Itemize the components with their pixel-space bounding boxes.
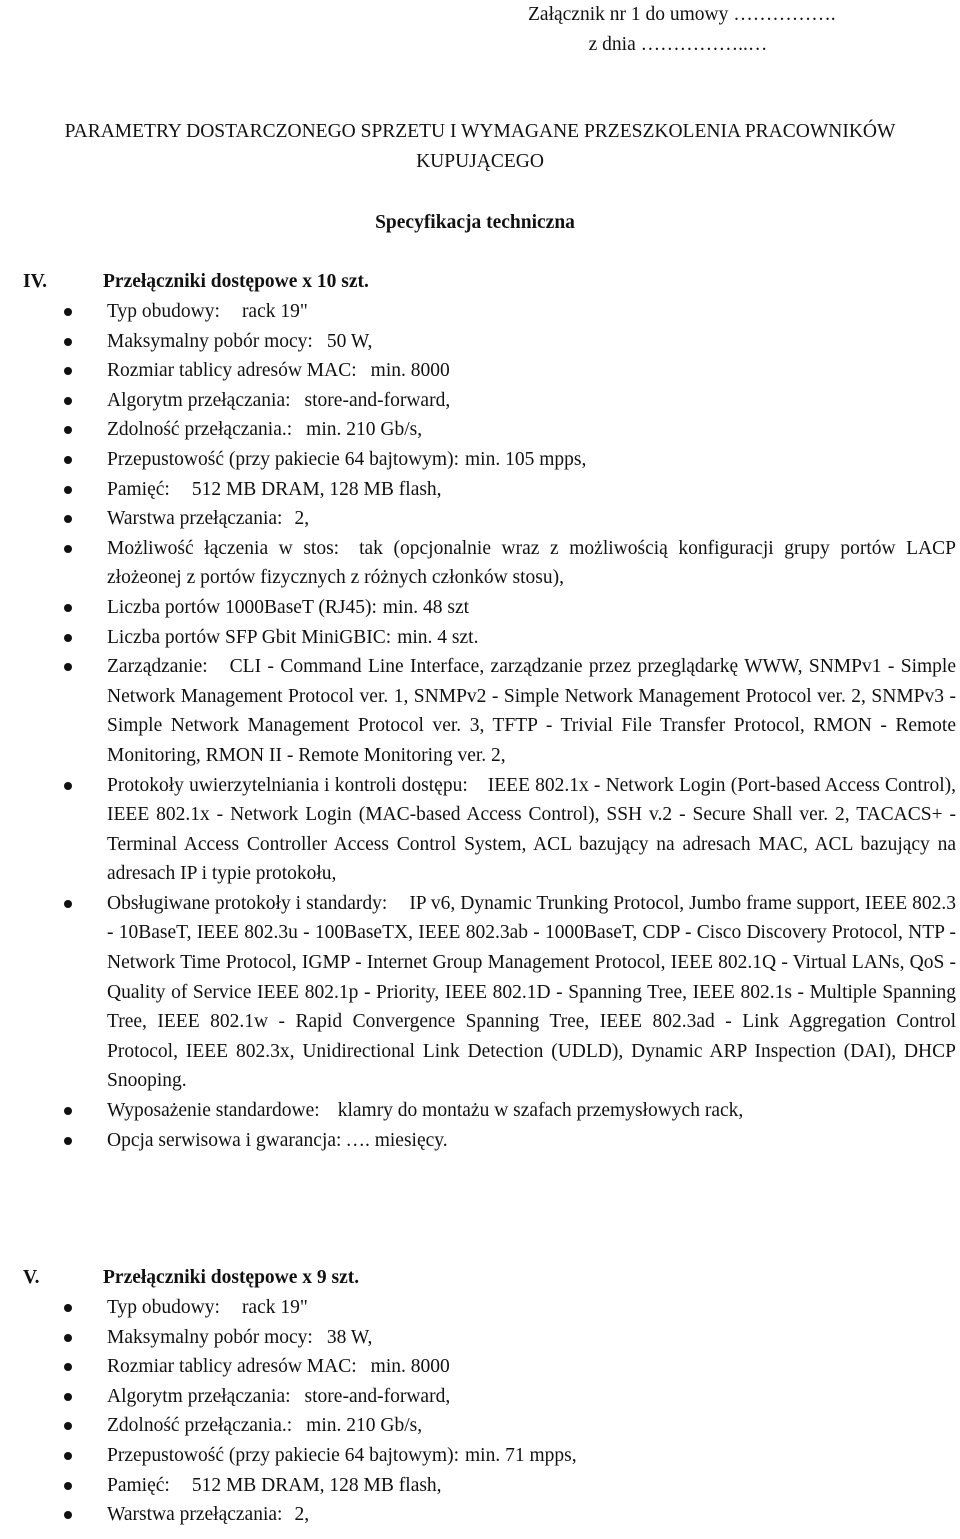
bullet-icon bbox=[64, 1363, 72, 1371]
list-item bbox=[0, 1382, 960, 1412]
bullet-icon bbox=[64, 367, 72, 375]
item-label: Pamięć: bbox=[107, 1474, 170, 1496]
item-value: tak (opcjonalnie wraz z możliwością konfiguracji grupy portów LACP złożeonej z portów fizycznych z różnych członków stosu), bbox=[107, 537, 956, 589]
item-value: 2, bbox=[294, 508, 310, 530]
list-item bbox=[0, 297, 960, 327]
section-iv-name: Przełączniki dostępowe x 10 szt. bbox=[103, 271, 369, 292]
list-item bbox=[0, 623, 960, 653]
item-label: Warstwa przełączania: bbox=[107, 1504, 283, 1526]
item-value: IEEE 802.1x - Network Login (Port-based Access Control), IEEE 802.1x - Network Login (MAC-based Access Control), SSH v.2 - Secure Shall ver. 2, TACACS+ - Terminal Access Controller Access Control System, ACL bazujący na adresach MAC, ACL bazujący na adresach IP i typie protokołu, bbox=[107, 774, 957, 885]
item-value: min. 8000 bbox=[370, 1356, 450, 1378]
bullet-icon bbox=[64, 634, 72, 642]
item-label: Algorytm przełączania: bbox=[107, 389, 291, 411]
bullet-icon bbox=[64, 1304, 72, 1312]
attachment-note bbox=[528, 0, 836, 60]
item-label: Opcja serwisowa i gwarancja: bbox=[107, 1129, 342, 1151]
item-label: Warstwa przełączania: bbox=[107, 508, 283, 530]
list-item bbox=[0, 327, 960, 357]
document-title bbox=[0, 117, 960, 177]
list-item bbox=[0, 445, 960, 475]
item-label: Wyposażenie standardowe: bbox=[107, 1100, 320, 1122]
item-label: Obsługiwane protokoły i standardy: bbox=[107, 892, 388, 914]
bullet-icon bbox=[64, 1107, 72, 1115]
item-value: rack 19" bbox=[241, 1297, 308, 1318]
list-item bbox=[0, 771, 960, 889]
document-title-line-1: PARAMETRY DOSTARCZONEGO SPRZETU I WYMAGANE PRZESZKOLENIA PRACOWNIKÓW bbox=[64, 121, 896, 142]
bullet-icon bbox=[64, 604, 72, 612]
list-item bbox=[0, 1323, 960, 1353]
list-item bbox=[0, 415, 960, 445]
bullet-icon bbox=[64, 456, 72, 464]
list-item bbox=[0, 475, 960, 505]
list-item bbox=[0, 386, 960, 416]
list-item bbox=[0, 1411, 960, 1441]
item-label: Protokoły uwierzytelniania i kontroli dostępu: bbox=[107, 774, 468, 796]
bullet-icon bbox=[64, 900, 72, 908]
list-item bbox=[0, 1471, 960, 1501]
list-item bbox=[0, 1352, 960, 1382]
bullet-icon bbox=[64, 1334, 72, 1342]
section-iv-list bbox=[0, 297, 960, 1155]
item-value: min. 48 szt bbox=[382, 596, 470, 618]
item-label: Przepustowość (przy pakiecie 64 bajtowym): bbox=[107, 1444, 459, 1466]
item-value: …. miesięcy. bbox=[345, 1129, 448, 1151]
item-value: store-and-forward, bbox=[304, 1385, 451, 1407]
item-value: IP v6, Dynamic Trunking Protocol, Jumbo frame support, IEEE 802.3 - 10BaseT, IEEE 802.3u - 100BaseTX, IEEE 802.3ab - 1000BaseT, CDP - Cisco Discovery Protocol, NTP - Network Time Protocol, IGMP - Internet Group Management Protocol, IEEE 802.1Q - Virtual LANs, QoS - Quality of Service IEEE 802.1p - Priority, IEEE 802.1D - Spanning Tree, IEEE 802.1s - Multiple Spanning Tree, IEEE 802.1w - Rapid Convergence Spanning Tree, IEEE 802.3ad - Link Aggregation Control Protocol, IEEE 802.3x, Unidirectional Link Detection (UDLD), Dynamic ARP Inspection (DAI), DHCP Snooping. bbox=[107, 892, 957, 1092]
item-label: Maksymalny pobór mocy: bbox=[107, 1326, 313, 1348]
item-label: Typ obudowy: bbox=[107, 1297, 220, 1318]
item-value: 512 MB DRAM, 128 MB flash, bbox=[191, 478, 442, 500]
item-value: store-and-forward, bbox=[304, 389, 451, 411]
item-label: Zdolność przełączania.: bbox=[107, 419, 293, 441]
bullet-icon bbox=[64, 663, 72, 671]
item-label: Liczba portów SFP Gbit MiniGBIC: bbox=[107, 626, 392, 648]
bullet-icon bbox=[64, 397, 72, 405]
section-v-heading bbox=[0, 1263, 960, 1293]
item-value: min. 8000 bbox=[370, 360, 450, 382]
attachment-line-2: z dnia ……………..… bbox=[588, 34, 768, 55]
list-item bbox=[0, 1096, 960, 1126]
bullet-icon bbox=[64, 1482, 72, 1490]
item-label: Rozmiar tablicy adresów MAC: bbox=[107, 360, 357, 382]
bullet-icon bbox=[64, 1137, 72, 1145]
spec-title: Specyfikacja techniczna bbox=[375, 212, 575, 233]
bullet-icon bbox=[64, 426, 72, 434]
attachment-line-1: Załącznik nr 1 do umowy ……………. bbox=[528, 4, 836, 25]
item-label: Możliwość łączenia w stos: bbox=[107, 537, 340, 559]
list-item bbox=[0, 652, 960, 770]
list-item bbox=[0, 1126, 960, 1156]
bullet-icon bbox=[64, 1452, 72, 1460]
item-label: Maksymalny pobór mocy: bbox=[107, 330, 313, 352]
item-value: 512 MB DRAM, 128 MB flash, bbox=[191, 1474, 442, 1496]
item-value: klamry do montażu w szafach przemysłowych rack, bbox=[337, 1100, 744, 1122]
list-item bbox=[0, 504, 960, 534]
section-v-name: Przełączniki dostępowe x 9 szt. bbox=[103, 1267, 360, 1288]
item-label: Algorytm przełączania: bbox=[107, 1385, 291, 1407]
item-label: Typ obudowy: bbox=[107, 301, 220, 322]
bullet-icon bbox=[64, 1393, 72, 1401]
bullet-icon bbox=[64, 545, 72, 553]
item-label: Rozmiar tablicy adresów MAC: bbox=[107, 1356, 357, 1378]
bullet-icon bbox=[64, 486, 72, 494]
list-item bbox=[0, 1441, 960, 1471]
bullet-icon bbox=[64, 1422, 72, 1430]
item-value: min. 210 Gb/s, bbox=[306, 1415, 423, 1437]
item-value: min. 105 mpps, bbox=[464, 448, 587, 470]
item-label: Liczba portów 1000BaseT (RJ45): bbox=[107, 596, 377, 618]
item-value: 2, bbox=[294, 1504, 310, 1526]
item-value: min. 210 Gb/s, bbox=[306, 419, 423, 441]
section-iv-number: IV. bbox=[23, 271, 48, 292]
list-item bbox=[0, 1293, 960, 1323]
bullet-icon bbox=[64, 782, 72, 790]
list-item bbox=[0, 534, 960, 593]
item-value: rack 19" bbox=[241, 301, 308, 322]
list-item bbox=[0, 593, 960, 623]
section-iv bbox=[0, 267, 960, 1155]
bullet-icon bbox=[64, 1511, 72, 1519]
document-title-line-2: KUPUJĄCEGO bbox=[416, 151, 544, 172]
item-label: Pamięć: bbox=[107, 478, 170, 500]
list-item bbox=[0, 356, 960, 386]
item-value: 38 W, bbox=[326, 1326, 373, 1348]
bullet-icon bbox=[64, 338, 72, 346]
list-item bbox=[0, 889, 960, 1096]
list-item bbox=[0, 1500, 960, 1530]
item-value: CLI - Command Line Interface, zarządzanie przez przeglądarkę WWW, SNMPv1 - Simple Network Management Protocol ver. 1, SNMPv2 - Simple Network Management Protocol ver. 2, SNMPv3 - Simple Network Management Protocol ver. 3, TFTP - Trivial File Transfer Protocol, RMON - Remote Monitoring, RMON II - Remote Monitoring ver. 2, bbox=[107, 656, 956, 766]
item-value: 50 W, bbox=[326, 330, 373, 352]
section-v-number: V. bbox=[23, 1267, 40, 1288]
bullet-icon bbox=[64, 515, 72, 523]
item-label: Przepustowość (przy pakiecie 64 bajtowym): bbox=[107, 448, 459, 470]
item-value: min. 4 szt. bbox=[397, 626, 479, 648]
item-label: Zdolność przełączania.: bbox=[107, 1415, 293, 1437]
item-value: min. 71 mpps, bbox=[464, 1444, 577, 1466]
section-v-list bbox=[0, 1293, 960, 1530]
section-iv-heading bbox=[0, 267, 960, 297]
item-label: Zarządzanie: bbox=[107, 656, 208, 678]
section-v bbox=[0, 1263, 960, 1530]
bullet-icon bbox=[64, 308, 72, 316]
